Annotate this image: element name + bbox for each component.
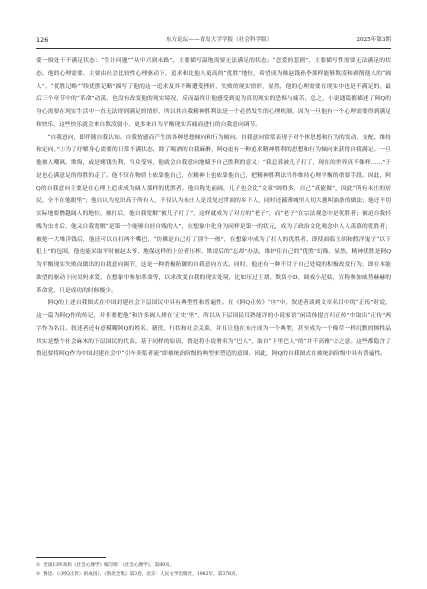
article-body bbox=[36, 55, 391, 361]
running-header bbox=[36, 34, 391, 46]
paragraph-1: 要一般处于不满足状态：“生计问题”“从中兴到末路”，主要描写温饱需要无法满足的状态；“恋爱的悲剧”，主要描写性需要无法满足的状态。他的心理需要，主要由社会比较性心理驱动下，追求和比他人更高的“优胜”地位，希望成为像赵钱孙李那样能够欺凌和剥削他人的“阔人”。“优胜记略”“续优胜记略”描写了他的这一追求及其不断遭受挫折，失败的现实情形，显然，他的心理需要在现实中也是不满足的。最后三个章节中的“革命”动荡，也没有改变他的现实境况，反而最终让他感受到更为真切现实的恐惧与痛苦。总之，小说通篇都描述了阿Q的身心需要在现实生活中一直无法得到满足的情形，所以其自我精神胜利法是一个必然发生的心理机制。因为一旦他有一个心理需要得到满足和快乐，这些快乐就会来自欺凌弱小，更多来自为平衡现实苦痛而进行的自我意向调节。 bbox=[36, 58, 391, 128]
footnote-2-text: 鲁迅：《〈阿Q正传〉的成因》，《鲁迅全集》第3卷，北京：人民文学出版社，1982年，第378页。 bbox=[43, 572, 241, 577]
footnote-1-mark: ① bbox=[36, 563, 41, 568]
footnote-1 bbox=[36, 561, 391, 570]
footnote-divider bbox=[36, 557, 106, 558]
footnotes bbox=[36, 561, 391, 579]
paragraph-2: “自我意向，即伴随自我认知、自我情感而产生的各种思想倾向和行为倾向。自我意向常常表现于对个体思想和行为的发动、支配、维持和定向。”①为了纾解身心需要的日常不满状态，除了喝酒的自我麻醉，阿Q更有一种追求精神胜利的思想和行为倾向来获得自我满足。一旦他被人嘲讽、欺侮，或是赌钱失利、当众受辱，他就会自我意向地赋予自己胜利的意义：“我总算被儿子打了，现在的世界真不像样……”于是也心满意足的得胜的走了。他不仅在物质上依靠他自己，在精神上也依靠他自己，把精神胜利法当作维持心理平衡的重要手段。因此，阿Q的自我意向主要是在心理上追求成为阔人那样的优胜者。他自称先前阔，儿子也会比“文童”阔得多，自己“真能做”，因此“所有未庄的居民，全不在他眼里”；他自认为见识高于所有人，不仅认为未庄人是没见过世面的乡下人，同时还鄙薄城里人切大葱叫油条的做法；他还不切实际地要僭越阔人的地位。被打后，他自我宽解“被儿子打了”，这样就成为了对方的“老子”，而“老子”在宗法观念中是优胜者；被迫自我轻贱为虫豸后，他又自我宽解“是第一个能够自轻自贱的人”，在想象中化身为同样是第一的状元，成为了政治文化观念中人人羡慕的优胜者；被抢一大堆洋钱后，他还可以自打两个嘴巴，“仿佛是自己打了别个一般”，在想象中成为了打人的优胜者。即使面临王胡和假洋鬼子“以下犯上”的包围，他也能采取平时被赵太爷、地保这样的上位者压榨、欺凌后的“忘却”办法，维护住自己的“优胜”幻像。显然，精神优胜是阿Q为平衡现实失败而做出的自我意向调节，这是一种消极防御的自我意向方式。同时，他还有一种不甘于自己处境的积极改变行为，即在本能欲望的驱动下向吴妈求爱、在想象中参加革命等，以求改变自我的现实处境，比如压过王胡、欺负小D、调戏小尼姑，宣称参加威势赫赫的革命党，只是成功的时候极少。 bbox=[36, 134, 391, 294]
footnote-2-mark: ② bbox=[36, 572, 41, 577]
header-divider bbox=[36, 48, 391, 49]
journal-title: 东方论坛——青岛大学学报（社会科学版） bbox=[166, 37, 273, 43]
paragraph-3: 阿Q的上述自我图式在中国封建社会下层国民中具有典型性和普遍性。在《阿Q正传》“序”中，叙述者谈到文章名目中的“正传”时说，这一篇为阿Q作的传记，并非要把他“和许多阔人排在‘正史’里”，所以从下层国民耳熟能详的小说家语“闲话休提言归正传”中取出“正传”两字作为名目。叙述者还有意模糊阿Q的姓名、籍贯、行状和社会关系，并且让他在未庄成为一个典型，甚至成为一个像草一样沉默的牺牲品其实是整个社会麻木的下层国民的代表。基于同样的原因，鲁迅将小说署名为“巴人”，取自“下里巴人”的“并不高雅”②之意。这些都隐含了鲁迅要将阿Q作为中国封建社会中“引车卖浆者流”即被统治阶级的典型来塑造的意图。因此，阿Q的自我图式在被统治阶级中具有普遍性。 bbox=[36, 300, 391, 358]
footnote-2 bbox=[36, 570, 391, 579]
issue-label: 2025年第3期 bbox=[356, 37, 391, 43]
page-number: 126 bbox=[36, 36, 49, 44]
footnote-1-text: 全国13所高校《社会心理学》编写组：《社会心理学》，第89页。 bbox=[43, 563, 175, 568]
